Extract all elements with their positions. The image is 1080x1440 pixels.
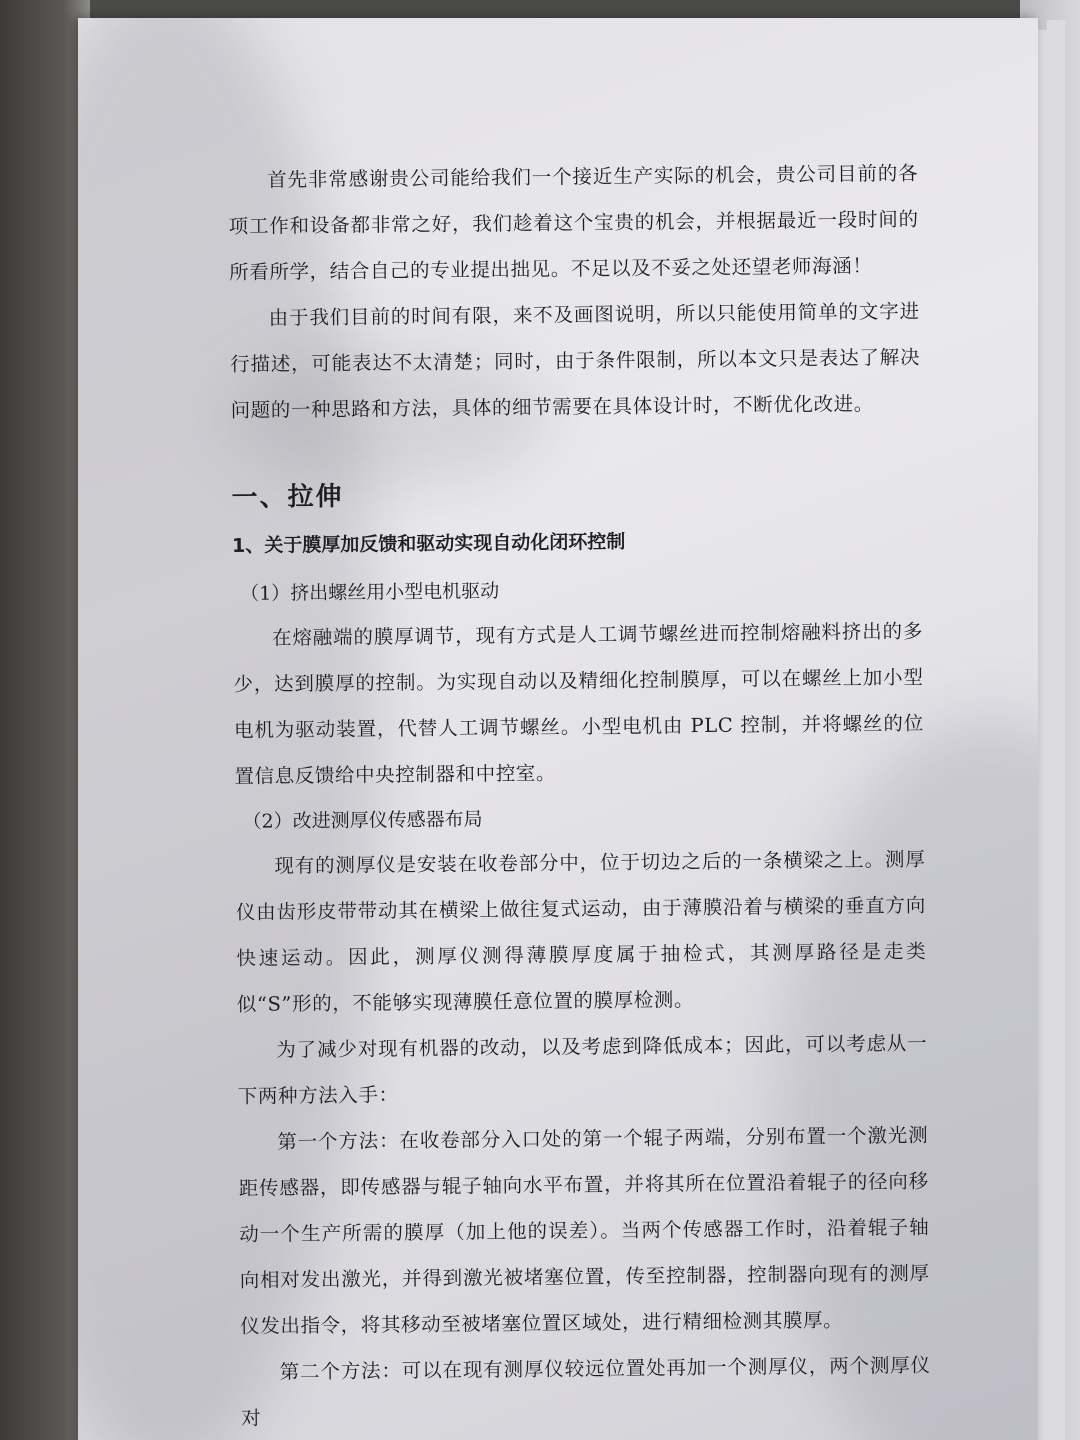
background-left (0, 0, 90, 1440)
item-2-paragraph-3: 第一个方法：在收卷部分入口处的第一个辊子两端，分别布置一个激光测距传感器，即传感器与辊子轴向水平布置，并将其所在位置沿着辊子的径向移动一个生产所需的膜厚（加上他的误差）。当两个传感器工作时，沿着辊子轴向相对发出激光，并得到激光被堵塞位置，传至控制器，控制器向现有的测厚仪发出指令，将其移动至被堵塞位置区域处，进行精细检测其膜厚。 (238, 1123, 930, 1338)
subsection-heading: 1、关于膜厚加反馈和驱动实现自动化闭环控制 (231, 530, 626, 557)
item-2-paragraph-1: 现有的测厚仪是安装在收卷部分中，位于切边之后的一条横梁之上。测厚仪由齿形皮带带动其在横梁上做往复式运动，由于薄膜沿着与横梁的垂直方向快速运动。因此，测厚仪测得薄膜厚度属于抽检式，其测厚路径是走类似“S”形的，不能够实现薄膜任意位置的膜厚检测。 (235, 847, 927, 1016)
item-1-paragraph: 在熔融端的膜厚调节，现有方式是人工调节螺丝进而控制熔融料挤出的多少，达到膜厚的控制。为实现自动以及精细化控制膜厚，可以在螺丝上加小型电机为驱动装置，代替人工调节螺丝。小型电机由 PLC 控制，并将螺丝的位置信息反馈给中央控制器和中控室。 (233, 619, 925, 788)
item-heading-1: （1）挤出螺丝用小型电机驱动 (240, 580, 500, 605)
item-2-paragraph-2: 为了减少对现有机器的改动，以及考虑到降低成本；因此，可以考虑从一下两种方法入手： (237, 1031, 928, 1108)
intro-paragraph-2: 由于我们目前的时间有限，来不及画图说明，所以只能使用简单的文字进行描述，可能表达不太清楚；同时，由于条件限制，所以本文只是表达了解决问题的一种思路和方法，具体的细节需要在具体设计时，不断优化改进。 (230, 299, 921, 422)
document-page (78, 18, 1038, 1440)
intro-paragraph-1: 首先非常感谢贵公司能给我们一个接近生产实际的机会，贵公司目前的各项工作和设备都非常之好，我们趁着这个宝贵的机会，并根据最近一段时间的所看所学，结合自己的专业提出拙见。不足以及不妥之处还望老师海涵！ (228, 161, 919, 284)
item-2-paragraph-4: 第二个方法：可以在现有测厚仪较远位置处再加一个测厚仪，两个测厚仪对 (241, 1353, 931, 1430)
item-heading-2: （2）改进测厚仪传感器布局 (242, 808, 483, 833)
document-body (228, 151, 931, 1440)
section-heading: 一、拉伸 (231, 481, 344, 513)
